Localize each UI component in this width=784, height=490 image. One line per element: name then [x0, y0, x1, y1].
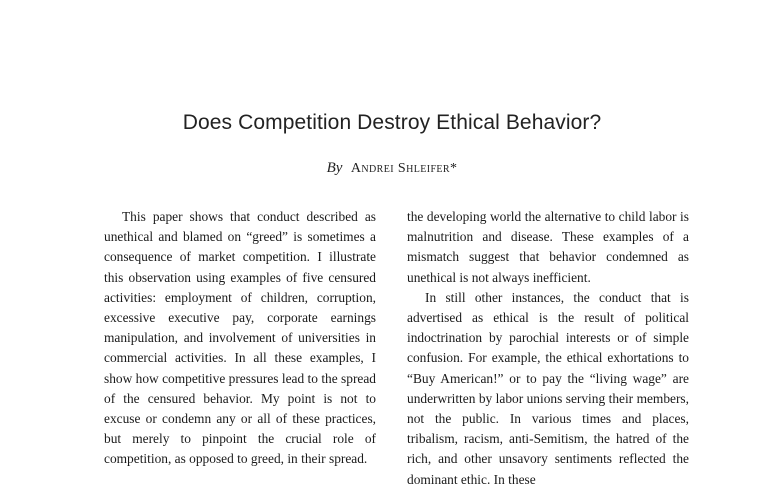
left-column — [104, 207, 376, 470]
paper-title: Does Competition Destroy Ethical Behavior? — [182, 111, 602, 134]
continued-paragraph: the developing world the alternative to child labor is malnutrition and disease. These examples of a mismatch suggest that behavior condemned as unethical is not always inefficient. — [407, 209, 689, 285]
byline — [0, 160, 784, 177]
abstract-paragraph: This paper shows that conduct described as unethical and blamed on “greed” is sometimes a consequence of market competition. I illustrate this observation using examples of five censured activities: employment of children, corruption, excessive executive pay, corporate earnings manipulation, and involvement of universities in commercial activities. In all these examples, I show how competitive pressures lead to the spread of the censured behavior. My point is not to excuse or condemn any or all of these practices, but merely to pinpoint the crucial role of competition, as opposed to greed, in their spread. — [104, 209, 376, 467]
byline-prefix: By — [326, 160, 343, 176]
author-name: Andrei Shleifer* — [350, 161, 458, 176]
body-paragraph: In still other instances, the conduct that is advertised as ethical is the result of political indoctrination by parochial interests or of simple confusion. For example, the ethical exhortations to “Buy American!” or to pay the “living wage” are underwritten by labor unions serving their members, not the public. In various times and places, tribalism, racism, anti-Semitism, the hatred of the rich, and other unsavory sentiments reflected the dominant ethic. In these — [407, 289, 689, 487]
right-column — [407, 207, 689, 490]
